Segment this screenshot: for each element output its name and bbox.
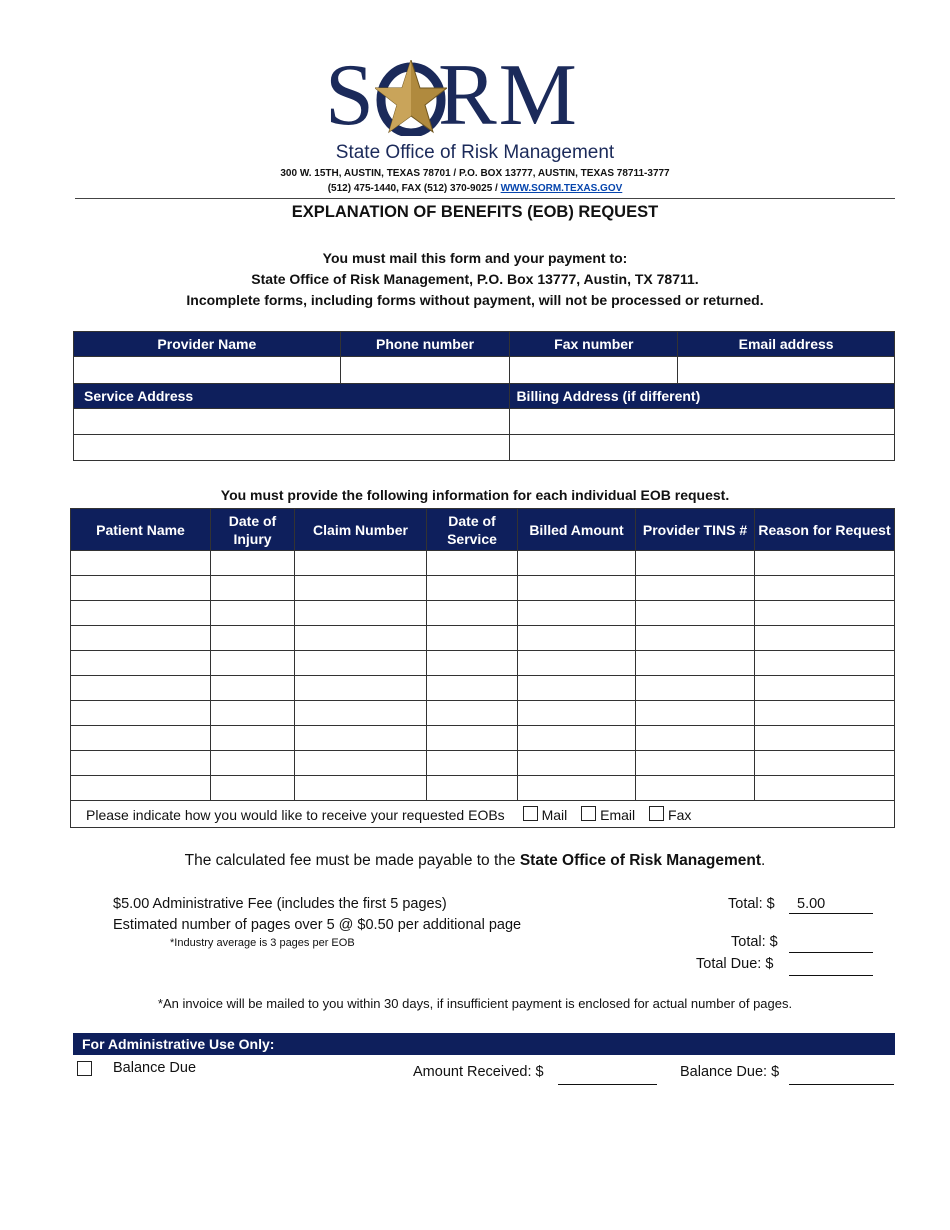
date-of-service-cell[interactable]	[427, 751, 518, 776]
claim-number-cell[interactable]	[295, 751, 427, 776]
provider-tins-cell[interactable]	[636, 626, 755, 651]
claim-number-cell[interactable]	[295, 601, 427, 626]
date-of-injury-cell[interactable]	[211, 751, 295, 776]
provider-info-table	[73, 331, 895, 461]
billing-address-field-1[interactable]	[510, 409, 895, 435]
billed-amount-cell[interactable]	[518, 551, 636, 576]
billed-amount-cell[interactable]	[518, 701, 636, 726]
phone-number-field[interactable]	[340, 357, 510, 384]
date-of-injury-cell[interactable]	[211, 626, 295, 651]
fax-checkbox[interactable]	[649, 806, 664, 821]
billed-amount-cell[interactable]	[518, 776, 636, 801]
date-of-service-cell[interactable]	[427, 651, 518, 676]
provider-tins-cell[interactable]	[636, 551, 755, 576]
date-of-service-cell[interactable]	[427, 551, 518, 576]
service-address-header: Service Address	[74, 384, 510, 409]
provider-name-header: Provider Name	[74, 332, 341, 357]
table-row	[71, 576, 895, 601]
patient-name-cell[interactable]	[71, 676, 211, 701]
provider-name-field[interactable]	[74, 357, 341, 384]
patient-name-cell[interactable]	[71, 751, 211, 776]
mail-option-label: Mail	[541, 806, 568, 823]
logo-wordmark: S RM	[325, 47, 579, 144]
patient-name-cell[interactable]	[71, 651, 211, 676]
fax-option-label: Fax	[668, 806, 692, 823]
date-of-service-cell[interactable]	[427, 726, 518, 751]
billing-address-header: Billing Address (if different)	[510, 384, 895, 409]
billed-amount-cell[interactable]	[518, 751, 636, 776]
reason-for-request-cell[interactable]	[755, 776, 895, 801]
reason-for-request-cell[interactable]	[755, 551, 895, 576]
balance-due-label: Balance Due: $	[680, 1064, 780, 1080]
email-option-label: Email	[600, 806, 636, 823]
provider-tins-cell[interactable]	[636, 726, 755, 751]
date-of-service-cell[interactable]	[427, 576, 518, 601]
extra-pages-label: Estimated number of pages over 5 @ $0.50 per additional page	[113, 917, 522, 933]
date-of-service-cell[interactable]	[427, 601, 518, 626]
claim-number-cell[interactable]	[295, 551, 427, 576]
patient-name-cell[interactable]	[71, 576, 211, 601]
billed-amount-cell[interactable]	[518, 726, 636, 751]
patient-name-cell[interactable]	[71, 701, 211, 726]
phone-number-header: Phone number	[340, 332, 510, 357]
date-of-service-cell[interactable]	[427, 701, 518, 726]
sorm-logo	[325, 47, 625, 164]
billing-address-field-2[interactable]	[510, 435, 895, 461]
date-of-injury-cell[interactable]	[211, 676, 295, 701]
table-row	[71, 651, 895, 676]
amount-received-field[interactable]	[558, 1066, 657, 1085]
fax-number-header: Fax number	[510, 332, 678, 357]
table-row	[71, 776, 895, 801]
provider-tins-cell[interactable]	[636, 601, 755, 626]
claim-number-header: Claim Number	[295, 509, 427, 551]
patient-name-cell[interactable]	[71, 551, 211, 576]
claim-number-cell[interactable]	[295, 576, 427, 601]
delivery-prompt: Please indicate how you would like to receive your requested EOBs	[86, 806, 505, 823]
reason-for-request-cell[interactable]	[755, 751, 895, 776]
website-link[interactable]: WWW.SORM.TEXAS.GOV	[500, 183, 623, 194]
total-field-2[interactable]	[789, 934, 873, 953]
claim-number-cell[interactable]	[295, 726, 427, 751]
total-label-1: Total: $	[728, 896, 775, 912]
mail-checkbox[interactable]	[523, 806, 538, 821]
date-of-injury-cell[interactable]	[211, 726, 295, 751]
reason-for-request-cell[interactable]	[755, 651, 895, 676]
balance-due-checkbox-label: Balance Due	[113, 1060, 197, 1076]
provider-tins-cell[interactable]	[636, 576, 755, 601]
table-row	[71, 751, 895, 776]
date-of-injury-cell[interactable]	[211, 651, 295, 676]
billed-amount-cell[interactable]	[518, 601, 636, 626]
invoice-note: *An invoice will be mailed to you within 30 days, if insufficient payment is enclosed for actual number of pages.	[157, 996, 793, 1011]
total-due-label: Total Due: $	[696, 956, 774, 972]
claim-number-cell[interactable]	[295, 676, 427, 701]
table-row	[71, 701, 895, 726]
star-o-icon	[375, 60, 447, 136]
total-label-2: Total: $	[731, 934, 778, 950]
date-of-injury-header: Date of Injury	[211, 509, 295, 551]
provider-tins-cell[interactable]	[636, 776, 755, 801]
payable-name: State Office of Risk Management	[519, 852, 762, 869]
admin-use-header: For Administrative Use Only:	[73, 1033, 895, 1055]
provider-tins-cell[interactable]	[636, 651, 755, 676]
date-of-service-cell[interactable]	[427, 626, 518, 651]
reason-for-request-header: Reason for Request	[755, 509, 895, 551]
claim-number-cell[interactable]	[295, 701, 427, 726]
billed-amount-cell[interactable]	[518, 651, 636, 676]
table-row	[71, 676, 895, 701]
date-of-injury-cell[interactable]	[211, 551, 295, 576]
service-address-field-1[interactable]	[74, 409, 510, 435]
table-row	[71, 551, 895, 576]
header-divider	[75, 198, 895, 199]
admin-fee-label: $5.00 Administrative Fee (includes the first 5 pages)	[113, 896, 447, 912]
balance-due-checkbox[interactable]	[77, 1061, 92, 1076]
date-of-service-cell[interactable]	[427, 676, 518, 701]
email-address-field[interactable]	[678, 357, 895, 384]
provider-tins-header: Provider TINS #	[636, 509, 755, 551]
claim-number-cell[interactable]	[295, 776, 427, 801]
reason-for-request-cell[interactable]	[755, 601, 895, 626]
date-of-injury-cell[interactable]	[211, 601, 295, 626]
eob-instruction: You must provide the following information for each individual EOB request.	[220, 487, 730, 503]
patient-eob-table	[70, 508, 895, 828]
reason-for-request-cell[interactable]	[755, 576, 895, 601]
delivery-method-row	[71, 801, 895, 828]
patient-name-cell[interactable]	[71, 726, 211, 751]
balance-due-field[interactable]	[789, 1066, 894, 1085]
patient-name-cell[interactable]	[71, 601, 211, 626]
date-of-service-header: Date of Service	[427, 509, 518, 551]
table-row	[71, 626, 895, 651]
provider-tins-cell[interactable]	[636, 701, 755, 726]
total-due-field[interactable]	[789, 957, 873, 976]
provider-tins-cell[interactable]	[636, 676, 755, 701]
billed-amount-cell[interactable]	[518, 676, 636, 701]
total-field-1[interactable]: 5.00	[789, 896, 873, 914]
billed-amount-cell[interactable]	[518, 626, 636, 651]
date-of-injury-cell[interactable]	[211, 701, 295, 726]
address-line-1: 300 W. 15TH, AUSTIN, TEXAS 78701 / P.O. BOX 13777, AUSTIN, TEXAS 78711-3777	[280, 168, 670, 179]
amount-received-label: Amount Received: $	[413, 1064, 544, 1080]
provider-tins-cell[interactable]	[636, 751, 755, 776]
date-of-service-cell[interactable]	[427, 776, 518, 801]
payable-statement: The calculated fee must be made payable to the State Office of Risk Management.	[184, 852, 766, 869]
patient-name-cell[interactable]	[71, 776, 211, 801]
email-address-header: Email address	[678, 332, 895, 357]
reason-for-request-cell[interactable]	[755, 626, 895, 651]
patient-name-cell[interactable]	[71, 626, 211, 651]
patient-name-header: Patient Name	[71, 509, 211, 551]
table-row	[71, 726, 895, 751]
patient-rows	[71, 551, 895, 801]
industry-note: *Industry average is 3 pages per EOB	[170, 937, 355, 949]
reason-for-request-cell[interactable]	[755, 726, 895, 751]
service-address-field-2[interactable]	[74, 435, 510, 461]
billed-amount-cell[interactable]	[518, 576, 636, 601]
mail-instructions: You must mail this form and your payment to: State Office of Risk Management, P.O. Box 13777, Austin, TX 78711. Incomplete forms, including forms without payment, will not be processed or returned.	[186, 250, 764, 308]
phone-fax: (512) 475-1440, FAX (512) 370-9025 /	[327, 183, 498, 194]
reason-for-request-cell[interactable]	[755, 676, 895, 701]
form-title: EXPLANATION OF BENEFITS (EOB) REQUEST	[291, 203, 659, 221]
logo-subtitle: State Office of Risk Management	[335, 142, 615, 163]
email-checkbox[interactable]	[581, 806, 596, 821]
claim-number-cell[interactable]	[295, 626, 427, 651]
table-row	[71, 601, 895, 626]
fax-number-field[interactable]	[510, 357, 678, 384]
date-of-injury-cell[interactable]	[211, 576, 295, 601]
claim-number-cell[interactable]	[295, 651, 427, 676]
address-line-2	[0, 183, 950, 194]
date-of-injury-cell[interactable]	[211, 776, 295, 801]
billed-amount-header: Billed Amount	[518, 509, 636, 551]
reason-for-request-cell[interactable]	[755, 701, 895, 726]
